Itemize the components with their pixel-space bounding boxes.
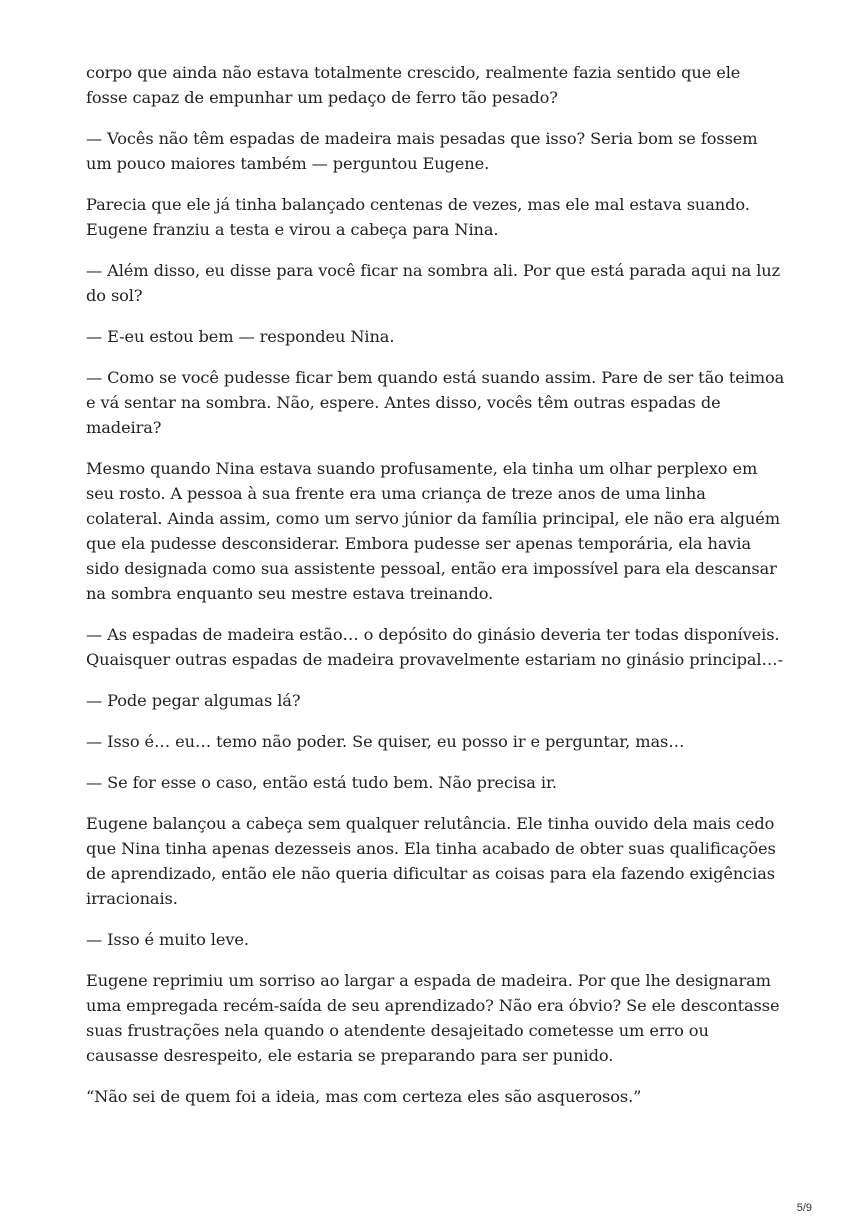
paragraph-14: Eugene reprimiu um sorriso ao largar a espada de madeira. Por que lhe designaram uma empregada recém-saída de seu aprendizado? Não era óbvio? Se ele descontasse suas frustrações nela quando o atendente desajeitado cometesse um erro ou causasse desrespeito, ele estaria se preparando para ser punido. xyxy=(86,971,780,1065)
paragraph-1: corpo que ainda não estava totalmente crescido, realmente fazia sentido que ele fosse capaz de empunhar um pedaço de ferro tão pesado? xyxy=(86,63,741,107)
paragraph-10: — Isso é… eu… temo não poder. Se quiser, eu posso ir e perguntar, mas… xyxy=(86,732,685,751)
paragraph-6: — Como se você pudesse ficar bem quando está suando assim. Pare de ser tão teimoa e vá sentar na sombra. Não, espere. Antes disso, vocês têm outras espadas de madeira? xyxy=(86,368,785,437)
paragraph-15: “Não sei de quem foi a ideia, mas com certeza eles são asquerosos.” xyxy=(86,1087,642,1106)
paragraph-3: Parecia que ele já tinha balançado centenas de vezes, mas ele mal estava suando. Eugene franziu a testa e virou a cabeça para Nina. xyxy=(86,195,750,239)
document-body xyxy=(86,60,786,1125)
paragraph-2: — Vocês não têm espadas de madeira mais pesadas que isso? Seria bom se fossem um pouco maiores também — perguntou Eugene. xyxy=(86,129,758,173)
paragraph-4: — Além disso, eu disse para você ficar na sombra ali. Por que está parada aqui na luz do sol? xyxy=(86,261,781,305)
page-number: 5/9 xyxy=(796,1202,812,1214)
paragraph-12: Eugene balançou a cabeça sem qualquer relutância. Ele tinha ouvido dela mais cedo que Nina tinha apenas dezesseis anos. Ela tinha acabado de obter suas qualificações de aprendizado, então ele não queria dificultar as coisas para ela fazendo exigências irracionais. xyxy=(86,814,776,908)
paragraph-8: — As espadas de madeira estão… o depósito do ginásio deveria ter todas disponíveis. Quaisquer outras espadas de madeira provavelmente estariam no ginásio principal…- xyxy=(86,625,783,669)
paragraph-13: — Isso é muito leve. xyxy=(86,930,249,949)
paragraph-7: Mesmo quando Nina estava suando profusamente, ela tinha um olhar perplexo em seu rosto. A pessoa à sua frente era uma criança de treze anos de uma linha colateral. Ainda assim, como um servo júnior da família principal, ele não era alguém que ela pudesse desconsiderar. Embora pudesse ser apenas temporária, ela havia sido designada como sua assistente pessoal, então era impossível para ela descansar na sombra enquanto seu mestre estava treinando. xyxy=(86,459,780,603)
paragraph-9: — Pode pegar algumas lá? xyxy=(86,691,301,710)
paragraph-5: — E-eu estou bem — respondeu Nina. xyxy=(86,327,395,346)
paragraph-11: — Se for esse o caso, então está tudo bem. Não precisa ir. xyxy=(86,773,557,792)
